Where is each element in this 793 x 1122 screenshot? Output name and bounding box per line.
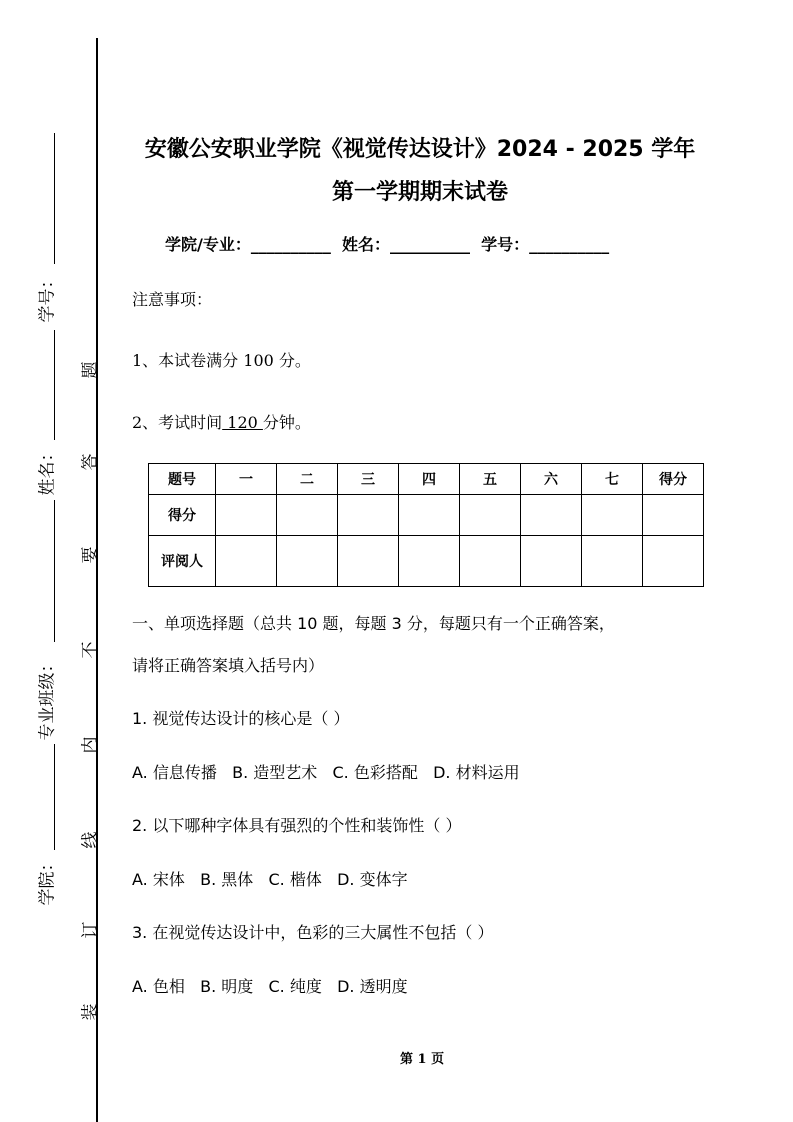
table-header: 五 [460, 464, 521, 495]
warning-char: 线 [80, 831, 101, 849]
college-label: 学院： [37, 854, 58, 906]
warning-char: 内 [80, 736, 101, 754]
table-header: 题号 [149, 464, 216, 495]
question: 3. 在视觉传达设计中，色彩的三大属性不包括（ ） [132, 923, 494, 942]
student-id-label: 学号： [37, 271, 58, 323]
section-heading: 一、单项选择题（总共 10 题，每题 3 分，每题只有一个正确答案， [132, 614, 615, 633]
note-text: 分钟。 [262, 413, 311, 432]
section-heading: 请将正确答案填入括号内） [132, 656, 325, 675]
note-item [132, 410, 311, 433]
fill-line [54, 500, 55, 642]
question-options: A. 信息传播 B. 造型艺术 C. 色彩搭配 D. 材料运用 [132, 763, 520, 782]
table-cell [521, 495, 582, 536]
table-cell [338, 495, 399, 536]
warning-char: 要 [80, 546, 101, 564]
table-header: 三 [338, 464, 399, 495]
table-header: 二 [277, 464, 338, 495]
table-header: 六 [521, 464, 582, 495]
table-cell [582, 495, 643, 536]
warning-char: 订 [80, 921, 101, 939]
table-cell [643, 536, 704, 587]
notes-heading: 注意事项： [132, 290, 213, 309]
question: 2. 以下哪种字体具有强烈的个性和装饰性（ ） [132, 816, 462, 835]
score-table [148, 463, 704, 587]
table-cell [216, 536, 277, 587]
name-label: 姓名： [37, 444, 58, 496]
table-header: 七 [582, 464, 643, 495]
warning-char: 答 [80, 453, 101, 471]
exam-title-line2: 第一学期期末试卷 [331, 180, 508, 205]
note-item: 1、本试卷满分 100 分。 [132, 351, 311, 370]
question: 1. 视觉传达设计的核心是（ ） [132, 709, 350, 728]
table-cell [460, 495, 521, 536]
exam-title-line1: 安徽公安职业学院《视觉传达设计》2024 - 2025 学年 [144, 137, 696, 162]
table-header: 四 [399, 464, 460, 495]
row-label: 评阅人 [149, 536, 216, 587]
table-header: 得分 [643, 464, 704, 495]
warning-char: 不 [80, 641, 101, 659]
table-cell [643, 495, 704, 536]
warning-char: 装 [80, 1003, 101, 1021]
table-header: 一 [216, 464, 277, 495]
row-label: 得分 [149, 495, 216, 536]
table-cell [277, 495, 338, 536]
table-cell [216, 495, 277, 536]
class-label: 专业班级： [37, 655, 58, 741]
warning-char: 题 [80, 361, 101, 379]
table-cell [399, 495, 460, 536]
table-cell [277, 536, 338, 587]
note-text: 2、考试时间 [132, 413, 223, 432]
question-options: A. 宋体 B. 黑体 C. 楷体 D. 变体字 [132, 870, 408, 889]
table-cell [521, 536, 582, 587]
exam-duration: 120 [222, 413, 263, 432]
table-cell [460, 536, 521, 587]
fill-line [54, 330, 55, 440]
page-number: 第 1 页 [400, 1052, 445, 1067]
table-cell [338, 536, 399, 587]
student-info-line: 学院/专业：__________ 姓名：__________ 学号：__________ [165, 235, 610, 254]
table-cell [582, 536, 643, 587]
table-cell [399, 536, 460, 587]
question-options: A. 色相 B. 明度 C. 纯度 D. 透明度 [132, 977, 408, 996]
fill-line [54, 744, 55, 850]
